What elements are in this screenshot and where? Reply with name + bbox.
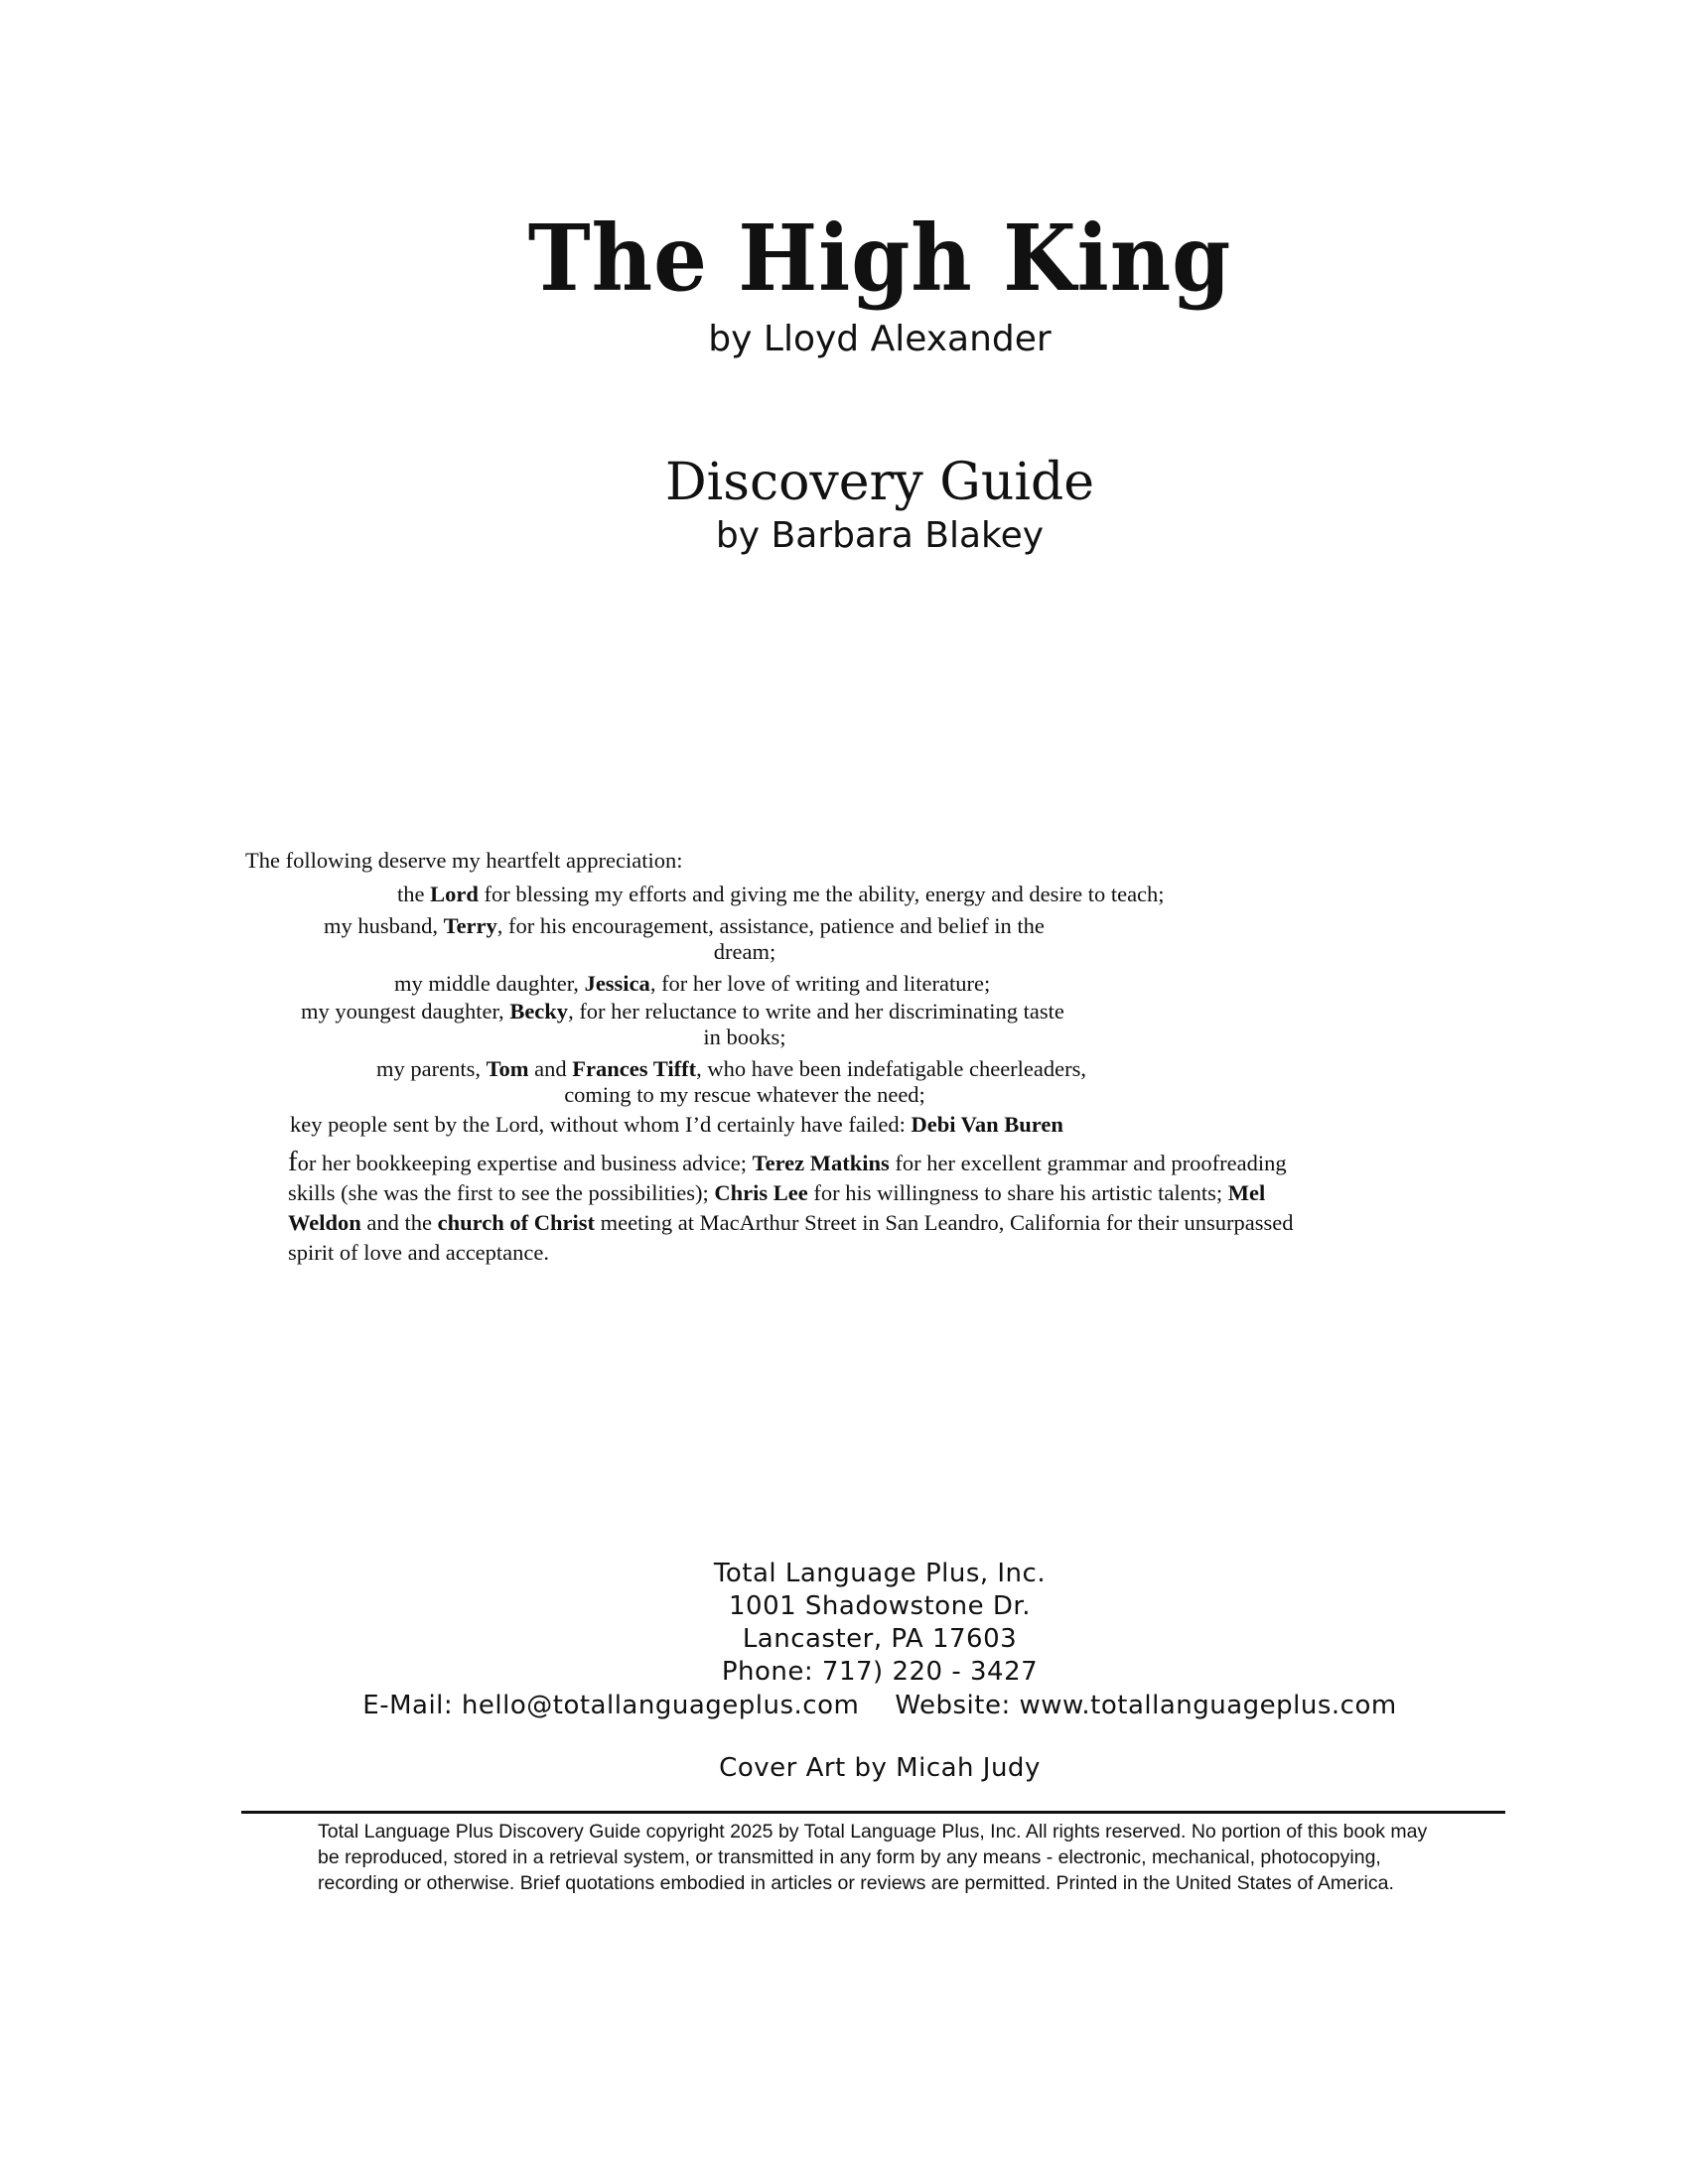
book-title: The High King xyxy=(527,205,1232,312)
ack-text: my middle daughter, xyxy=(394,971,585,996)
ack-text: for blessing my efforts and giving me the ability, energy and desire to teach; xyxy=(478,882,1165,906)
ack-name: Frances Tifft xyxy=(572,1056,697,1081)
ack-line-key-people xyxy=(290,1110,1063,1139)
ack-text: for his willingness to share his artistic talents; xyxy=(807,1180,1228,1205)
ack-text: meeting at MacArthur Street in San Leandro, California for their unsurpassed spirit of love and acceptance. xyxy=(288,1210,1294,1265)
ack-line-husband xyxy=(324,911,1045,940)
ack-name: Lord xyxy=(430,882,479,906)
ack-line-youngest-daughter-cont: in books; xyxy=(703,1024,786,1049)
ack-text: f xyxy=(288,1146,298,1177)
ack-name: Chris Lee xyxy=(714,1180,808,1205)
divider xyxy=(241,1811,1505,1814)
ack-line-husband-cont: dream; xyxy=(713,939,776,964)
ack-text: my husband, xyxy=(324,913,444,938)
ack-text: , for her reluctance to write and her discriminating taste xyxy=(568,999,1064,1024)
acknowledgments-intro: The following deserve my heartfelt appreciation: xyxy=(245,848,683,873)
ack-text: , for his encouragement, assistance, patience and belief in the xyxy=(496,913,1045,938)
ack-line-middle-daughter xyxy=(394,969,990,998)
ack-text: , who have been indefatigable cheerleaders, xyxy=(696,1056,1087,1081)
book-author: by Lloyd Alexander xyxy=(708,319,1052,359)
copyright-notice: Total Language Plus Discovery Guide copyright 2025 by Total Language Plus, Inc. All rights reserved. No portion of this book may be reproduced, stored in a retrieval system, or transmitted in any form by any means - electronic, mechanical, photocopying, recording or otherwise. Brief quotations embodied in articles or reviews are permitted. Printed in the United States of America. xyxy=(318,1821,1428,1894)
ack-name: Jessica xyxy=(584,971,650,996)
publisher-street: 1001 Shadowstone Dr. xyxy=(729,1591,1031,1621)
ack-text: for her excellent grammar and proofreading skills (she was the first to see the possibilities); xyxy=(288,1151,1287,1205)
publisher-city: Lancaster, PA 17603 xyxy=(742,1624,1018,1654)
ack-name: Tom xyxy=(486,1056,529,1081)
ack-name: Terry xyxy=(443,913,497,938)
ack-line-parents-cont: coming to my rescue whatever the need; xyxy=(564,1082,925,1107)
publisher-email: E-Mail: hello@totallanguageplus.com xyxy=(362,1691,860,1720)
ack-text: my youngest daughter, xyxy=(301,999,510,1024)
ack-name: church of Christ xyxy=(437,1210,595,1235)
ack-name: Mel Weldon xyxy=(288,1180,1266,1235)
ack-text: and xyxy=(528,1056,573,1081)
ack-text: and the xyxy=(360,1210,438,1235)
cover-art-credit: Cover Art by Micah Judy xyxy=(719,1753,1041,1783)
guide-title: Discovery Guide xyxy=(664,453,1095,512)
publisher-name: Total Language Plus, Inc. xyxy=(713,1559,1047,1588)
publisher-contact xyxy=(0,1689,1688,1722)
ack-text: my parents, xyxy=(376,1056,487,1081)
ack-name: Debi Van Buren xyxy=(911,1112,1063,1137)
ack-text: , for her love of writing and literature; xyxy=(649,971,991,996)
publisher-phone: Phone: 717) 220 - 3427 xyxy=(721,1657,1039,1687)
ack-paragraph xyxy=(288,1147,1331,1268)
ack-line-lord xyxy=(397,880,1165,908)
ack-name: Becky xyxy=(509,999,569,1024)
ack-text: key people sent by the Lord, without whom I’d certainly have failed: xyxy=(290,1112,912,1137)
ack-text: the xyxy=(397,882,431,906)
publisher-website: Website: www.totallanguageplus.com xyxy=(895,1691,1397,1720)
ack-line-youngest-daughter xyxy=(301,997,1064,1025)
ack-text: or her bookkeeping expertise and business advice; xyxy=(297,1151,753,1175)
ack-line-parents xyxy=(376,1054,1086,1083)
ack-name: Terez Matkins xyxy=(752,1151,890,1175)
guide-author: by Barbara Blakey xyxy=(715,515,1045,556)
